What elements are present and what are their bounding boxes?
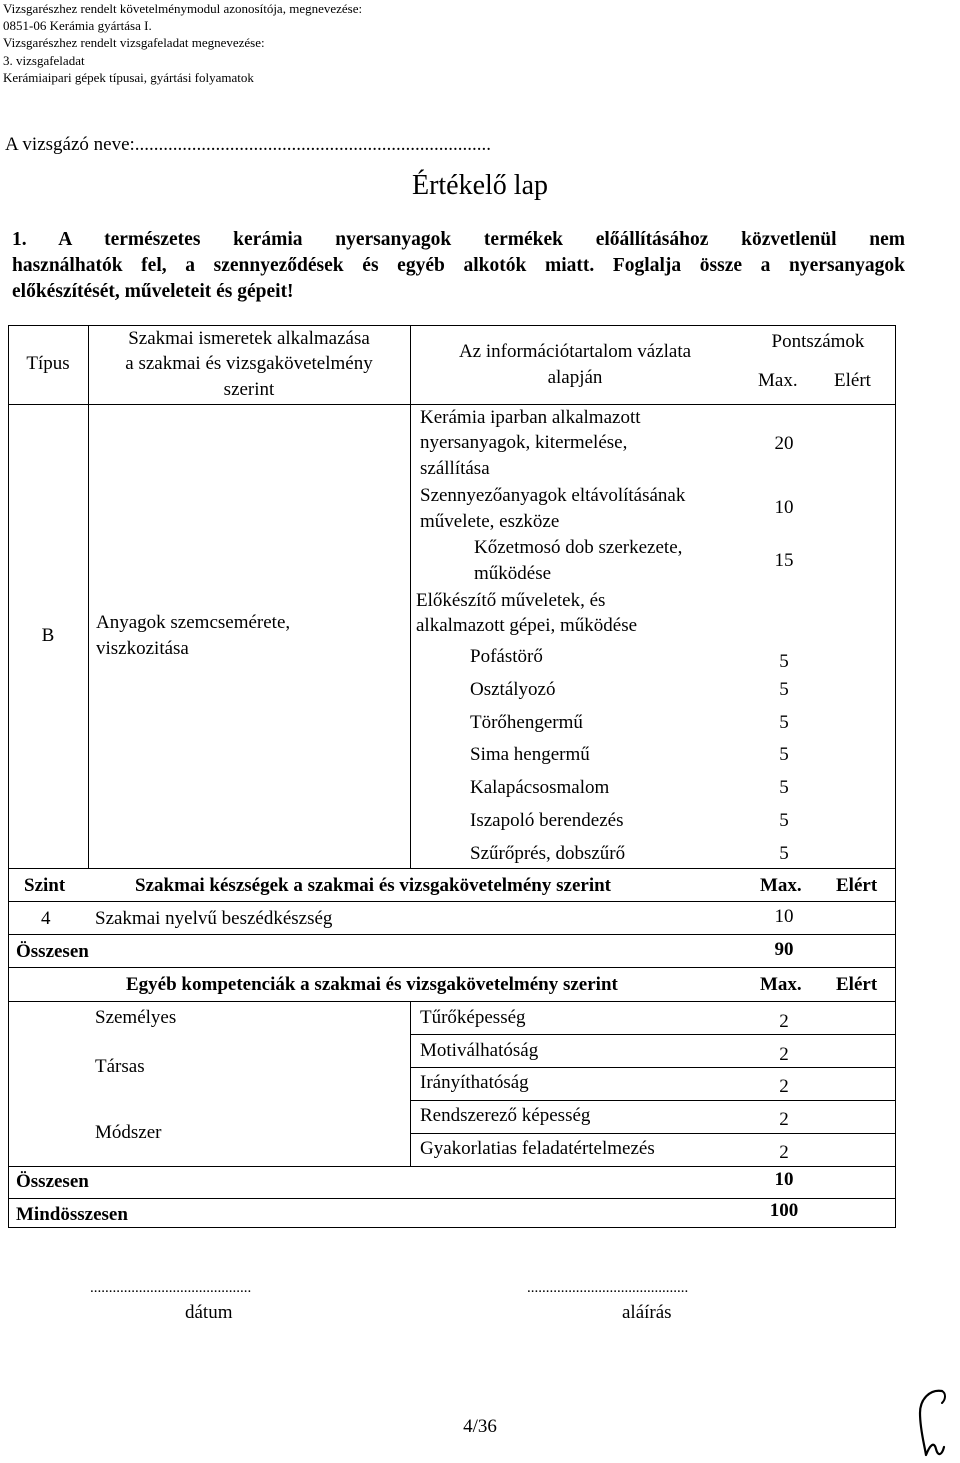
table-column-line (88, 325, 89, 868)
machine-label: Iszapoló berendezés (470, 810, 624, 831)
header-line: Vizsgarészhez rendelt követelménymodul azonosítója, megnevezése: (3, 1, 363, 16)
header-line: Vizsgarészhez rendelt vizsgafeladat megnevezése: (3, 35, 265, 51)
date-line: ........................................... (90, 1280, 252, 1296)
competency-item: Rendszerező képesség (420, 1105, 591, 1126)
content-item-line: alkalmazott gépei, működése (416, 615, 638, 636)
item-max: 20 (774, 433, 794, 454)
machine-max: 5 (779, 810, 789, 831)
content-item-line: Kőzetmosó dob szerkezete, (474, 537, 683, 558)
content-item-line: szállítása (420, 458, 490, 479)
handwritten-signature (912, 1385, 956, 1460)
competency-item: Tűrőképesség (420, 1007, 526, 1028)
points-header: Pontszámok (771, 331, 865, 352)
page-title: Értékelő lap (411, 170, 549, 201)
table-divider (410, 1133, 896, 1134)
grand-total-value: 100 (769, 1200, 799, 1221)
max-header: Max. (758, 370, 798, 391)
table-divider (8, 868, 896, 869)
machine-label: Szűrőprés, dobszűrő (470, 843, 626, 864)
info-header-line: alapján (547, 367, 603, 388)
level-header: Szint (24, 875, 66, 896)
content-item-line: Szennyezőanyagok eltávolításának (420, 485, 686, 506)
subtotal-value: 90 (774, 939, 794, 960)
achieved-header: Elért (836, 974, 878, 995)
signature-label: aláírás (622, 1302, 672, 1323)
skills-header-line: szerint (223, 379, 275, 400)
subtotal-value: 10 (774, 1169, 794, 1190)
competency-item: Gyakorlatias feladatértelmezés (420, 1138, 655, 1159)
subtotal-label: Összesen (16, 941, 89, 962)
machine-label: Osztályozó (470, 679, 556, 700)
machine-max: 5 (779, 777, 789, 798)
examinee-name-line: A vizsgázó neve:........................................................................... (5, 134, 492, 155)
info-header-line: Az információtartalom vázlata (458, 341, 692, 362)
skill-level: 4 (41, 908, 51, 929)
achieved-header: Elért (836, 875, 878, 896)
machine-max: 5 (779, 843, 789, 864)
machine-label: Törőhengermű (470, 712, 583, 733)
content-item-line: működése (474, 563, 552, 584)
competency-group: Személyes (95, 1007, 177, 1028)
skills-section-header: Szakmai készségek a szakmai és vizsgakövetelmény szerint (135, 875, 611, 896)
table-divider (8, 934, 896, 935)
machine-max: 5 (779, 712, 789, 733)
skills-header-line: a szakmai és vizsgakövetelmény (125, 353, 373, 374)
task-line: használhatók fel, a szennyeződések és egyéb alkotók miatt. Foglalja össze a nyersanyagok (12, 255, 905, 276)
competency-max: 2 (779, 1109, 789, 1130)
max-header: Max. (760, 875, 802, 896)
machine-label: Kalapácsosmalom (470, 777, 610, 798)
header-line: Kerámiaipari gépek típusai, gyártási folyamatok (3, 69, 254, 85)
task-line: előkészítését, műveleteit és gépeit! (12, 281, 294, 302)
table-divider (8, 404, 896, 405)
skills-header-line: Szakmai ismeretek alkalmazása (128, 328, 370, 349)
item-max: 15 (774, 550, 794, 571)
page-number: 4/36 (463, 1416, 497, 1437)
max-header: Max. (760, 974, 802, 995)
competency-max: 2 (779, 1011, 789, 1032)
table-divider (8, 1001, 896, 1002)
competency-max: 2 (779, 1044, 789, 1065)
competency-max: 2 (779, 1076, 789, 1097)
header-line: 3. vizsgafeladat (3, 52, 85, 68)
topic-line: Anyagok szemcsemérete, (96, 612, 291, 633)
table-divider (410, 1034, 896, 1035)
topic-line: viszkozitása (96, 638, 189, 659)
machine-max: 5 (779, 744, 789, 765)
competency-group: Társas (95, 1056, 145, 1077)
table-divider (410, 1100, 896, 1101)
skill-item: Szakmai nyelvű beszédkészség (95, 908, 333, 929)
grand-total-label: Mindösszesen (16, 1204, 128, 1225)
tipus-header: Típus (26, 353, 70, 374)
competency-group: Módszer (95, 1122, 162, 1143)
table-divider (8, 1166, 896, 1167)
table-column-line (410, 1001, 411, 1166)
signature-line: ........................................... (527, 1280, 689, 1296)
task-description (12, 227, 905, 305)
task-line: 1. A természetes kerámia nyersanyagok termékek előállításához közvetlenül nem (12, 229, 905, 250)
machine-max: 5 (779, 679, 789, 700)
table-divider (410, 1067, 896, 1068)
competency-item: Motiválhatóság (420, 1040, 539, 1061)
achieved-header: Elért (834, 370, 871, 391)
date-label: dátum (185, 1302, 233, 1323)
machine-label: Sima hengermű (470, 744, 590, 765)
content-item-line: nyersanyagok, kitermelése, (420, 432, 628, 453)
subtotal-label: Összesen (16, 1171, 89, 1192)
table-column-line (410, 325, 411, 868)
skill-max: 10 (774, 906, 794, 927)
item-max: 10 (774, 497, 794, 518)
document-header (3, 0, 362, 86)
machine-max: 5 (779, 651, 789, 672)
content-item-line: művelete, eszköze (420, 511, 560, 532)
table-divider (8, 967, 896, 968)
table-divider (8, 901, 896, 902)
content-item-line: Kerámia iparban alkalmazott (420, 407, 641, 428)
competencies-header: Egyéb kompetenciák a szakmai és vizsgakövetelmény szerint (126, 974, 618, 995)
machine-label: Pofástörő (470, 646, 543, 667)
competency-item: Irányíthatóság (420, 1072, 529, 1093)
competency-max: 2 (779, 1142, 789, 1163)
type-value: B (41, 625, 55, 646)
header-line: 0851-06 Kerámia gyártása I. (3, 18, 152, 34)
content-item-line: Előkészítő műveletek, és (416, 590, 606, 611)
